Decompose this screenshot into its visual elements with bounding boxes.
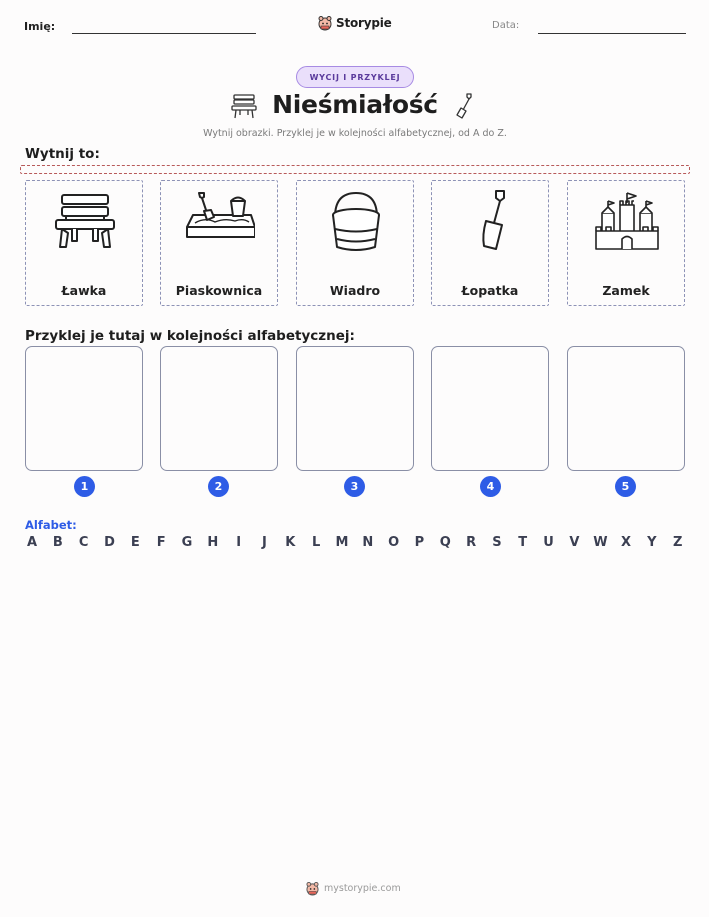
footer: [306, 879, 401, 897]
alphabet-letter: V: [569, 534, 580, 550]
card-label: Ławka: [61, 283, 107, 298]
alphabet-letter: Y: [647, 534, 657, 550]
alphabet-letter: O: [388, 534, 400, 550]
alphabet-letter: D: [104, 534, 115, 550]
slot-number-2: 2: [208, 476, 229, 497]
paste-slot-3[interactable]: [296, 346, 414, 471]
alphabet-letter: W: [593, 534, 608, 550]
slot-number-4: 4: [480, 476, 501, 497]
alphabet-letter: S: [492, 534, 502, 550]
card-label: Łopatka: [461, 283, 519, 298]
sandbox-icon: [185, 189, 255, 255]
cut-card-lopatka[interactable]: [431, 180, 549, 306]
alphabet-heading: Alfabet:: [25, 518, 77, 532]
alphabet-letter: R: [466, 534, 477, 550]
cut-line: [20, 165, 690, 174]
alphabet-letter: C: [78, 534, 89, 550]
slot-number-1: 1: [74, 476, 95, 497]
cut-card-wiadro[interactable]: [296, 180, 414, 306]
name-line[interactable]: [72, 33, 256, 34]
slot-number-3: 3: [344, 476, 365, 497]
alphabet-letter: T: [518, 534, 528, 550]
date-line[interactable]: [538, 33, 686, 34]
alphabet-letter: H: [207, 534, 219, 550]
bench-icon: [50, 189, 120, 255]
card-label: Zamek: [602, 283, 650, 298]
alphabet-letter: M: [335, 534, 349, 550]
slot-number-5: 5: [615, 476, 636, 497]
cut-card-lawka[interactable]: [25, 180, 143, 306]
bucket-icon: [321, 189, 391, 255]
alphabet-letter: L: [311, 534, 321, 550]
alphabet-letter: P: [414, 534, 425, 550]
name-label: Imię:: [24, 20, 56, 33]
shovel-icon: [452, 92, 476, 120]
cut-heading: Wytnij to:: [25, 146, 100, 162]
alphabet-letter: N: [362, 534, 374, 550]
paste-slot-1[interactable]: [25, 346, 143, 471]
card-label: Piaskownica: [175, 283, 263, 298]
paste-slot-4[interactable]: [431, 346, 549, 471]
alphabet-letter: A: [26, 534, 38, 550]
alphabet-letter: I: [236, 534, 242, 550]
brand-logo: [318, 14, 392, 32]
date-label: Data:: [492, 20, 520, 31]
alphabet-letter: F: [156, 534, 166, 550]
alphabet-letter: G: [181, 534, 193, 550]
storypie-logo-icon: [318, 15, 332, 31]
alphabet-letter: U: [543, 534, 554, 550]
alphabet-letter: E: [130, 534, 140, 550]
alphabet-letter: X: [621, 534, 632, 550]
alphabet-row: [25, 533, 685, 551]
cut-card-piaskownica[interactable]: [160, 180, 278, 306]
alphabet-letter: J: [262, 534, 267, 550]
alphabet-letter: Z: [672, 534, 683, 550]
activity-badge: WYCIJ I PRZYKLEJ: [296, 66, 414, 88]
castle-icon: [592, 189, 662, 255]
cut-card-zamek[interactable]: [567, 180, 685, 306]
instructions: Wytnij obrazki. Przyklej je w kolejności alfabetycznej, od A do Z.: [203, 128, 507, 139]
alphabet-letter: Q: [439, 534, 451, 550]
paste-slot-5[interactable]: [567, 346, 685, 471]
shovel-icon: [456, 189, 526, 255]
paste-slot-2[interactable]: [160, 346, 278, 471]
brand-name: Storypie: [336, 16, 392, 30]
card-label: Wiadro: [329, 283, 381, 298]
footer-url[interactable]: mystorypie.com: [324, 882, 401, 894]
page-title: Nieśmiałość: [272, 90, 438, 119]
paste-heading: Przyklej je tutaj w kolejności alfabetycznej:: [25, 328, 355, 344]
alphabet-letter: B: [52, 534, 63, 550]
storypie-logo-icon: [306, 881, 319, 896]
alphabet-letter: K: [285, 534, 296, 550]
